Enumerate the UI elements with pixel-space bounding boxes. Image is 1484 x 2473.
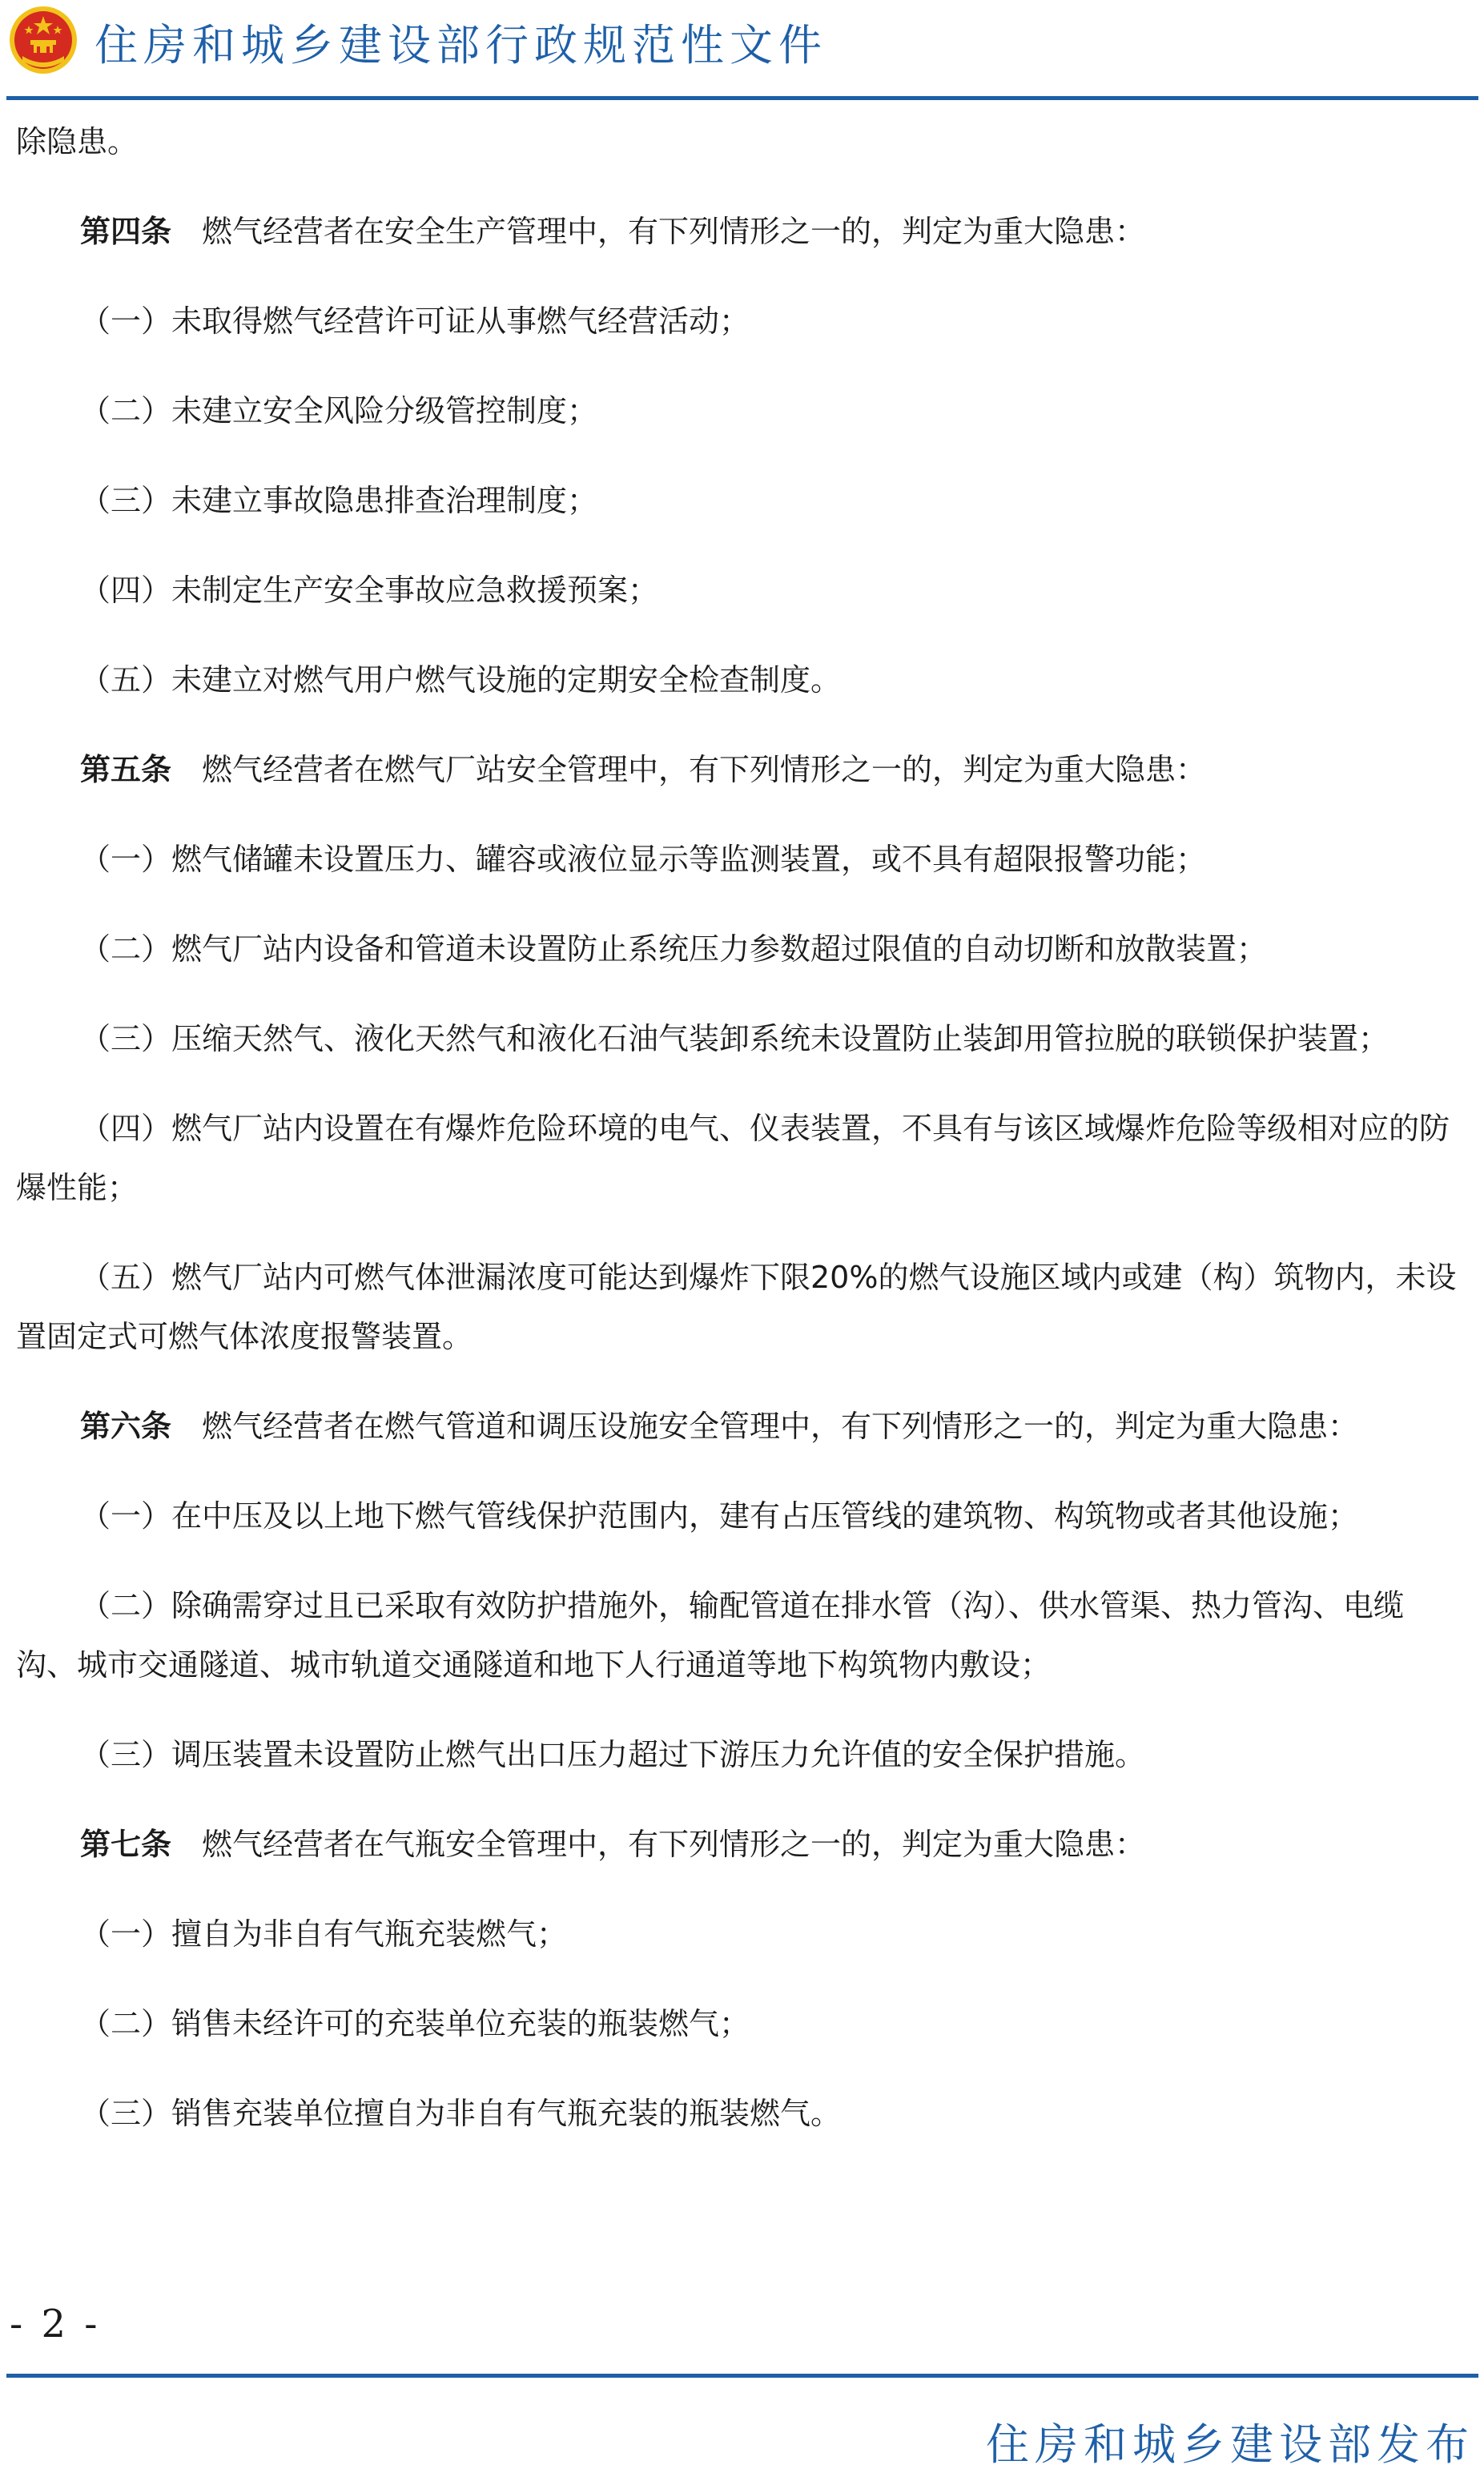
list-item: （二）未建立安全风险分级管控制度；	[80, 393, 598, 428]
article-5-heading	[16, 740, 1458, 799]
list-item: （二）燃气厂站内设备和管道未设置防止系统压力参数超过限值的自动切断和放散装置；	[80, 931, 1268, 967]
list-item: （五）燃气厂站内可燃气体泄漏浓度可能达到爆炸下限20%的燃气设施区域内或建（构）筑物内，未设置固定式可燃气体浓度报警装置。	[16, 1260, 1457, 1354]
list-item: （二）销售未经许可的充装单位充装的瓶装燃气；	[80, 2006, 750, 2041]
footer-publisher: 住房和城乡建设部发布	[986, 2419, 1474, 2470]
article-text: 燃气经营者在气瓶安全管理中，有下列情形之一的，判定为重大隐患：	[202, 1827, 1146, 1862]
article-number: 第六条	[80, 1409, 172, 1444]
article-text: 燃气经营者在燃气管道和调压设施安全管理中，有下列情形之一的，判定为重大隐患：	[202, 1409, 1359, 1444]
article-7-heading	[16, 1815, 1458, 1874]
page-number: - 2 -	[10, 2302, 101, 2346]
article-number: 第五条	[80, 752, 172, 787]
article-text: 燃气经营者在燃气厂站安全管理中，有下列情形之一的，判定为重大隐患：	[202, 752, 1207, 787]
list-item: （一）在中压及以上地下燃气管线保护范围内，建有占压管线的建筑物、构筑物或者其他设施；	[80, 1498, 1359, 1534]
national-emblem-icon	[8, 5, 78, 75]
footer-divider	[6, 2374, 1478, 2378]
article-6-heading	[16, 1397, 1458, 1456]
list-item: （五）未建立对燃气用户燃气设施的定期安全检查制度。	[80, 662, 842, 698]
article-text: 燃气经营者在安全生产管理中，有下列情形之一的，判定为重大隐患：	[202, 214, 1146, 249]
document-body	[16, 112, 1458, 2173]
document-header	[0, 0, 1484, 106]
header-title: 住房和城乡建设部行政规范性文件	[95, 20, 827, 70]
article-4-heading	[16, 202, 1458, 261]
continuation-text: 除隐患。	[16, 124, 139, 159]
article-number: 第七条	[80, 1827, 172, 1862]
list-item: （四）未制定生产安全事故应急救援预案；	[80, 573, 659, 608]
list-item: （一）燃气储罐未设置压力、罐容或液位显示等监测装置，或不具有超限报警功能；	[80, 842, 1207, 877]
list-item: （一）未取得燃气经营许可证从事燃气经营活动；	[80, 304, 750, 339]
list-item: （三）未建立事故隐患排查治理制度；	[80, 483, 598, 518]
list-item: （二）除确需穿过且已采取有效防护措施外，输配管道在排水管（沟）、供水管渠、热力管沟、电缆沟、城市交通隧道、城市轨道交通隧道和地下人行通道等地下构筑物内敷设；	[16, 1588, 1405, 1683]
list-item: （三）压缩天然气、液化天然气和液化石油气装卸系统未设置防止装卸用管拉脱的联锁保护装置；	[80, 1021, 1389, 1056]
list-item: （三）调压装置未设置防止燃气出口压力超过下游压力允许值的安全保护措施。	[80, 1737, 1146, 1772]
list-item: （三）销售充装单位擅自为非自有气瓶充装的瓶装燃气。	[80, 2096, 842, 2131]
list-item: （一）擅自为非自有气瓶充装燃气；	[80, 1916, 568, 1952]
list-item: （四）燃气厂站内设置在有爆炸危险环境的电气、仪表装置，不具有与该区域爆炸危险等级相对应的防爆性能；	[16, 1111, 1450, 1205]
header-divider	[6, 96, 1478, 100]
article-number: 第四条	[80, 214, 172, 249]
